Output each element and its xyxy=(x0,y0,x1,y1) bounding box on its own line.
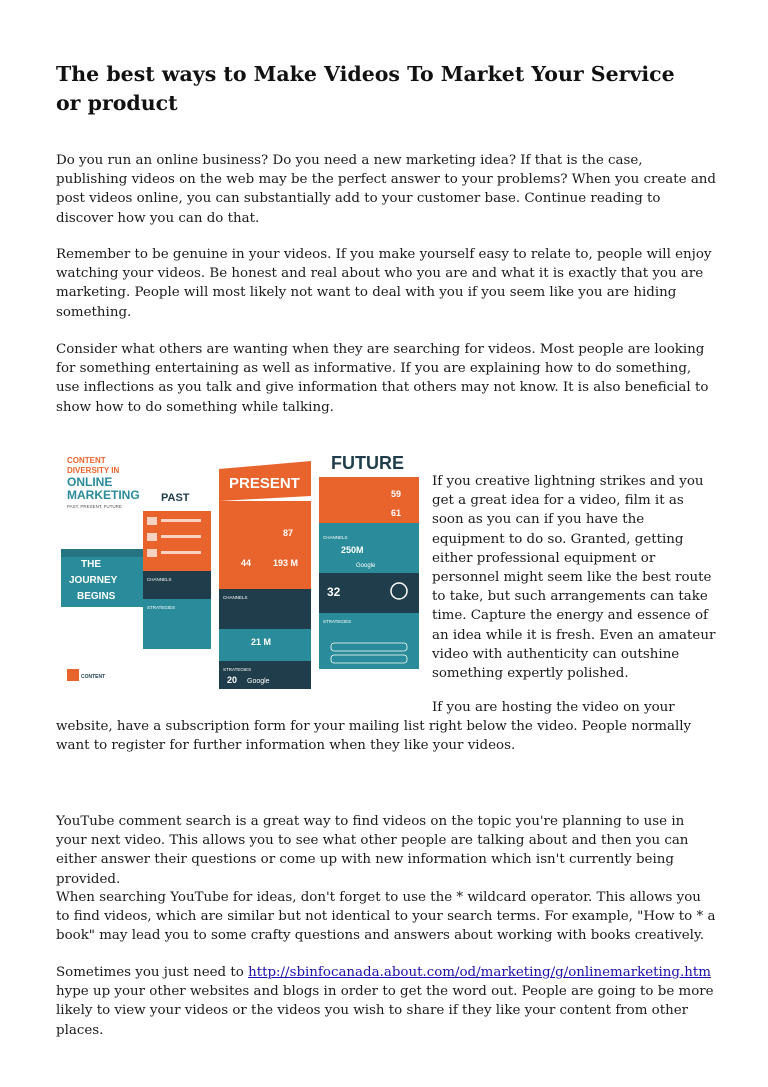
infographic-google-future: Google xyxy=(356,563,376,569)
infographic-stat-59: 59 xyxy=(391,489,402,499)
infographic-stat-87: 87 xyxy=(283,528,294,538)
infographic-past: PAST xyxy=(161,492,190,504)
infographic-begins: BEGINS xyxy=(77,591,116,602)
paragraph-last-post: hype up your other websites and blogs in order to get the word out. People are going to be more likely to view your videos or the videos you wish to share if they like your content from other places. xyxy=(56,984,714,1038)
paragraph-hosting-lead: If you are hosting the video on your xyxy=(432,700,675,715)
paragraph-genuine: Remember to be genuine in your videos. If you make yourself easy to relate to, people will enjoy watching your videos. Be honest and real about who you are and what it is exactly that you are marketing. People will most likely not want to deal with you if you seem like you are hiding something. xyxy=(56,247,712,320)
infographic-stat-44: 44 xyxy=(241,558,252,568)
infographic-heading-2: DIVERSITY IN xyxy=(67,466,120,475)
infographic-channels-past: CHANNELS xyxy=(147,577,172,582)
paragraph-last-pre: Sometimes you just need to xyxy=(56,965,249,980)
infographic-logo: CONTENT xyxy=(81,674,106,680)
infographic-channels-present: CHANNELS xyxy=(223,595,248,600)
infographic-stat-32: 32 xyxy=(327,585,341,599)
infographic-stat-193m: 193 M xyxy=(273,558,299,568)
infographic-heading-1: CONTENT xyxy=(67,456,106,465)
infographic-the: THE xyxy=(81,559,101,570)
paragraph-consider: Consider what others are wanting when they are searching for videos. Most people are looking for something entertaining as well as informative. If you are explaining how to do something, use inflections as you talk and give information that others may not know. It is also beneficial to show how to do something while talking. xyxy=(56,342,709,415)
paragraph-last xyxy=(56,963,716,1040)
infographic-stat-20: 20 xyxy=(227,675,238,685)
paragraph-youtube: YouTube comment search is a great way to find videos on the topic you're planning to use in your next video. This allows you to see what other people are talking about and then you can either answer their questions or come up with new information which isn't currently being provided. xyxy=(56,814,689,887)
infographic-heading-3: ONLINE xyxy=(67,475,113,489)
infographic-future: FUTURE xyxy=(331,453,404,473)
infographic-image xyxy=(61,441,421,689)
infographic-strategies-present: STRATEGIES xyxy=(223,667,252,672)
infographic-strategies-past: STRATEGIES xyxy=(147,605,176,610)
infographic-present: PRESENT xyxy=(229,475,300,492)
paragraph-wildcard: When searching YouTube for ideas, don't forget to use the * wildcard operator. This allows you to find videos, which are similar but not identical to your search terms. For example, "How to * a book" may lead you to some crafty questions and answers about working with books creatively. xyxy=(56,890,716,944)
paragraph-creative-side: If you creative lightning strikes and you get a great idea for a video, film it as soon as you can if you have the equipment to do so. Granted, getting either professional equipment or personnel might seem like the best route to take, but such arrangements can take time. Capture the energy and essence of an idea while it is fresh. Even an amateur video with authenticity can outshine something expertly polished. xyxy=(432,474,716,682)
infographic-journey: JOURNEY xyxy=(69,575,118,586)
paragraph-hosting-rest: website, have a subscription form for your mailing list right below the video. People normally want to register for further information when they like your videos. xyxy=(56,719,692,754)
onlinemarketing-link[interactable]: http://sbinfocanada.about.com/od/marketing/g/onlinemarketing.htm xyxy=(248,965,711,980)
infographic-google-present: Google xyxy=(247,678,270,685)
infographic-subheading: PAST, PRESENT, FUTURE xyxy=(67,504,122,509)
infographic-strategies-future: STRATEGIES xyxy=(323,619,352,624)
infographic-stat-61: 61 xyxy=(391,508,402,518)
infographic-svg xyxy=(61,441,421,689)
infographic-heading-4: MARKETING xyxy=(67,488,140,502)
article-title: The best ways to Make Videos To Market Your Service or product xyxy=(56,62,675,115)
paragraph-intro: Do you run an online business? Do you need a new marketing idea? If that is the case, publishing videos on the web may be the perfect answer to your problems? When you create and post videos online, you can substantially add to your customer base. Continue reading to discover how you can do that. xyxy=(56,153,716,226)
infographic-stat-21m: 21 M xyxy=(251,637,272,647)
infographic-channels-future: CHANNELS xyxy=(323,535,348,540)
infographic-stat-250m: 250M xyxy=(341,545,364,555)
